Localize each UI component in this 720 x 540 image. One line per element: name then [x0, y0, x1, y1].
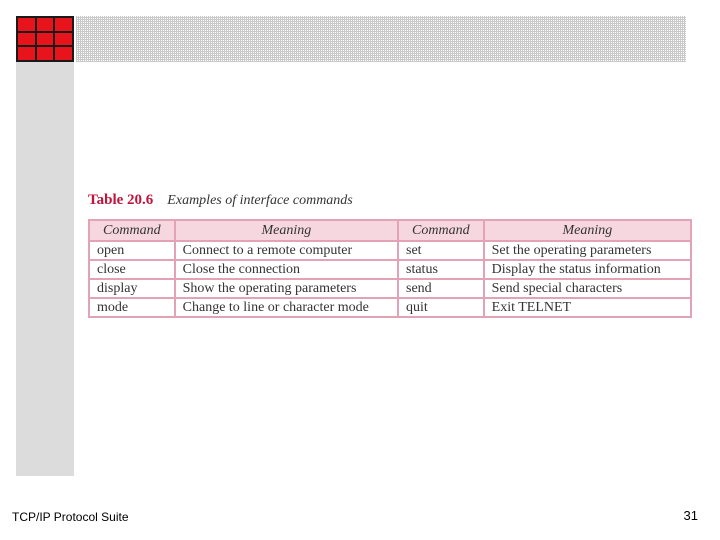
table-header-row	[89, 220, 691, 241]
table-cell: Change to line or character mode	[175, 298, 398, 317]
table-row	[89, 241, 691, 260]
header-meaning-1: Meaning	[175, 220, 398, 241]
table-cell: Set the operating parameters	[484, 241, 691, 260]
table-cell: mode	[89, 298, 175, 317]
header-meaning-2: Meaning	[484, 220, 691, 241]
interface-commands-table	[88, 219, 692, 318]
table-cell: Show the operating parameters	[175, 279, 398, 298]
left-sidebar-band	[16, 18, 74, 476]
header-command-2: Command	[398, 220, 484, 241]
footer-title: TCP/IP Protocol Suite	[12, 510, 129, 524]
table-caption	[88, 192, 353, 212]
table-cell: quit	[398, 298, 484, 317]
table-cell: Close the connection	[175, 260, 398, 279]
header-pattern-band	[76, 16, 686, 62]
table-cell: send	[398, 279, 484, 298]
table-cell: Display the status information	[484, 260, 691, 279]
table-title: Examples of interface commands	[167, 193, 353, 208]
table-row	[89, 279, 691, 298]
table-cell: open	[89, 241, 175, 260]
table-cell: Exit TELNET	[484, 298, 691, 317]
table-cell: close	[89, 260, 175, 279]
table-cell: display	[89, 279, 175, 298]
table-row	[89, 298, 691, 317]
grid-logo-icon	[16, 16, 74, 62]
table-cell: status	[398, 260, 484, 279]
page-number: 31	[683, 508, 698, 523]
table-row	[89, 260, 691, 279]
table-cell: Connect to a remote computer	[175, 241, 398, 260]
table-cell: Send special characters	[484, 279, 691, 298]
table-cell: set	[398, 241, 484, 260]
header-command-1: Command	[89, 220, 175, 241]
table-number: Table 20.6	[88, 192, 154, 208]
